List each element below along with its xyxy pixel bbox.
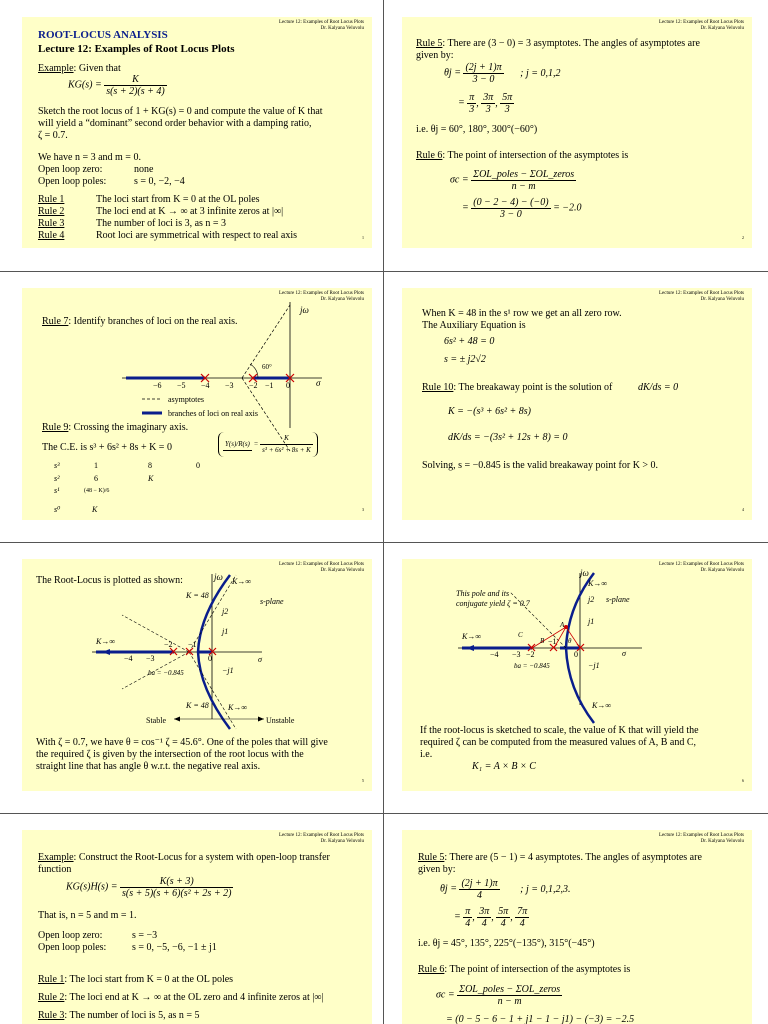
slide-5 [22, 559, 372, 791]
tick-label: −2 [526, 650, 535, 659]
ol-poles-value: s = 0, −2, −4 [134, 176, 185, 187]
sigma-value: = $\frac{(0 - 2 - 4) - (-0)}{3 - 0}$ = −2.0 [462, 197, 582, 220]
problem-line-1: Sketch the root locus of 1 + KG(s) = 0 and compute the value of K that [38, 106, 323, 117]
sigma-equation: σc = $\frac{\text{ΣOL\_poles − ΣOL\_zeros}}{n - m}$ [436, 984, 561, 1007]
sigma-value: = (0 − 5 − 6 − 1 + j1 − 1 − j1) − (−3) = −2.5 [446, 1014, 635, 1024]
k48-line: When K = 48 in the s¹ row we get an all zero row. [422, 308, 622, 319]
row-divider-1 [0, 271, 768, 272]
rule-4-text: Root loci are symmetrical with respect to real axis [96, 230, 298, 241]
page-number: 5 [362, 778, 364, 783]
breakaway-label: ba = −0.845 [148, 669, 184, 677]
routh-cell: (48 − K)/6 [84, 488, 110, 494]
routh-cell: 1 [94, 461, 98, 470]
ol-zero-value: none [134, 164, 154, 175]
ol-zero-label: Open loop zero: [38, 164, 103, 175]
routh-cell: K [148, 474, 154, 483]
ol-poles-value: s = 0, −5, −6, −1 ± j1 [132, 942, 217, 953]
example-line: Example: Construct the Root-Locus for a system with open-loop transfer [38, 852, 330, 863]
tick-label: −4 [490, 650, 499, 659]
rule-2-label: Rule 2 [38, 206, 65, 217]
tick-label: −3 [225, 381, 234, 390]
sigma-equation: σc = $\frac{\text{ΣOL\_poles − ΣOL\_zeros}}{n - m}$ [450, 169, 575, 192]
root-locus-measure-plot [402, 559, 752, 791]
k48-lower-label: K = 48 [186, 701, 209, 710]
rule-5-line-2: given by: [418, 864, 456, 875]
slide-6 [402, 559, 752, 791]
s-plane-label: s-plane [606, 595, 630, 604]
slide-header: Lecture 12: Examples of Root Locus Plots Dr. Kalyana Veluvolu [279, 20, 364, 31]
routh-cell: K [92, 505, 98, 514]
n-m-line: That is, n = 5 and m = 1. [38, 910, 137, 921]
unstable-label: Unstable [266, 716, 295, 725]
column-divider [383, 0, 384, 1024]
theta-degrees: i.e. θj = 45°, 135°, 225°(−135°), 315°(−45°) [418, 938, 595, 949]
j2-label: j2 [222, 607, 229, 616]
slide-4 [402, 288, 752, 520]
problem-line-2: will yield a “dominant” second order behavior with a damping ratio, [38, 118, 312, 129]
note-line-1: This pole and its [456, 589, 510, 598]
slide-header: Lecture 12: Examples of Root Locus Plots Dr. Kalyana Veluvolu [279, 833, 364, 844]
selected-pole [564, 625, 568, 629]
rootlocus-intro: The Root-Locus is plotted as shown: [36, 575, 183, 586]
theta-degrees: i.e. θj = 60°, 180°, 300°(−60°) [416, 124, 538, 135]
ol-poles-label: Open loop poles: [38, 176, 107, 187]
k48-upper-label: K = 48 [186, 591, 209, 600]
tick-label: −1 [548, 637, 557, 646]
measure-line-1: If the root-locus is sketched to scale, the value of K that will yield the [420, 725, 699, 736]
k-infinity-lower-label: K→∞ [592, 701, 612, 710]
dkds-condition: dK/ds = 0 [638, 382, 679, 393]
measure-line-3: i.e. [420, 749, 433, 760]
jw-label: jω [214, 572, 223, 582]
arrow-left [102, 649, 110, 655]
j1-label: j1 [588, 617, 595, 626]
theta-values: = $\frac{\pi}{4}$ , $\frac{3\pi}{4}$ , $\frac{5\pi}{4}$ , $\frac{7\pi}{4}$ [454, 906, 528, 929]
arrow-left [466, 645, 474, 651]
rule-5-line-2: given by: [416, 50, 454, 61]
breakaway-label: ba = −0.845 [514, 662, 550, 670]
note-line-2: conjugate yield ζ = 0.7 [456, 599, 530, 608]
k-infinity-label: K→∞ [588, 579, 608, 588]
rule-9-line: Rule 9: Crossing the imaginary axis. [42, 422, 189, 433]
rule-1-label: Rule 1 [38, 194, 65, 205]
page-number: 4 [742, 507, 744, 512]
slide-2 [402, 17, 752, 248]
rule-1-text: The loci start from K = 0 at the OL poles [96, 194, 260, 205]
example-line-2: function [38, 864, 72, 875]
page-number: 2 [742, 235, 744, 240]
k-infinity-lower-label: K→∞ [228, 703, 248, 712]
slide-1 [22, 17, 372, 248]
s-plane-label: s-plane [260, 597, 284, 606]
rule-1-line: Rule 1: The loci start from K = 0 at the OL poles [38, 974, 234, 985]
rule-3-line: Rule 3: The number of loci is 5, as n = 5 [38, 1010, 200, 1021]
theta-label: θ [568, 637, 572, 645]
rule-3-text: The number of loci is 3, as n = 3 [96, 218, 227, 229]
B-label: B [540, 637, 545, 645]
k-infinity-label: K→∞ [232, 577, 252, 586]
j1-label: j1 [222, 627, 229, 636]
rule-2-line: Rule 2: The loci end at K → ∞ at the OL zero and 4 infinite zeros at |∞| [38, 992, 324, 1003]
tick-label: −5 [177, 381, 186, 390]
slide-3 [22, 288, 372, 520]
tick-label: −3 [512, 650, 521, 659]
n-m-line: We have n = 3 and m = 0. [38, 152, 141, 163]
k-equation: K = −(s³ + 6s² + 8s) [448, 406, 531, 417]
theta-equation: θj = $\frac{(2j + 1)\pi}{4}$ ; j = 0,1,2,3. [440, 878, 571, 901]
char-equation: The C.E. is s³ + 6s² + 8s + K = 0 [42, 442, 172, 453]
C-label: C [518, 631, 523, 639]
slide-header: Lecture 12: Examples of Root Locus Plots Dr. Kalyana Veluvolu [279, 562, 364, 573]
ol-zero-label: Open loop zero: [38, 930, 103, 941]
rule-2-text: The loci end at K → ∞ at 3 infinite zeros at |∞| [96, 206, 284, 217]
zeta-line-upper [122, 615, 189, 652]
ol-zero-value: s = −3 [132, 930, 158, 941]
tick-label: −2 [249, 381, 258, 390]
slide-subtitle: Lecture 12: Examples of Root Locus Plots [38, 43, 235, 55]
aux-intro: The Auxiliary Equation is [422, 320, 526, 331]
tick-label: −6 [153, 381, 162, 390]
jw-label: jω [300, 305, 309, 315]
zeta-line-3: straight line that has angle θ w.r.t. the negative real axis. [36, 761, 261, 772]
page-number: 3 [362, 507, 364, 512]
row-divider-2 [0, 542, 768, 543]
sigma-label: σ [258, 655, 262, 664]
slide-header: Lecture 12: Examples of Root Locus Plots Dr. Kalyana Veluvolu [279, 291, 364, 302]
tick-label: −4 [201, 381, 210, 390]
tick-label: −1 [265, 381, 274, 390]
example-line: Example: Given that [38, 63, 121, 74]
tick-label: −3 [146, 654, 155, 663]
asymptote-lower [189, 652, 236, 729]
j2-label: j2 [588, 595, 595, 604]
slide-7 [22, 830, 372, 1024]
tick-label: 0 [286, 381, 290, 390]
aux-equation: 6s² + 48 = 0 [444, 336, 495, 347]
k-infinity-left-label: K→∞ [96, 637, 116, 646]
rule-10-line: Rule 10: The breakaway point is the solution of [422, 382, 613, 393]
tick-label: 0 [574, 650, 578, 659]
legend-branches: branches of loci on real axis [168, 409, 258, 418]
rule-3-label: Rule 3 [38, 218, 65, 229]
sigma-label: σ [622, 649, 626, 658]
A-label: A [560, 621, 565, 629]
slide-header: Lecture 12: Examples of Root Locus Plots Dr. Kalyana Veluvolu [659, 562, 744, 573]
k1-formula: K₁ = A × B × C [472, 761, 536, 772]
slide-8 [402, 830, 752, 1024]
page-number: 1 [362, 235, 364, 240]
slide-header: Lecture 12: Examples of Root Locus Plots Dr. Kalyana Veluvolu [659, 20, 744, 31]
theta-values: = $\frac{\pi}{3}$ , $\frac{3\pi}{3}$ , $\frac{5\pi}{3}$ [458, 92, 513, 115]
stable-label: Stable [146, 716, 166, 725]
dk-equation: dK/ds = −(3s² + 12s + 8) = 0 [448, 432, 568, 443]
routh-row-label: s⁰ [54, 505, 61, 514]
rule-5-line: Rule 5: There are (3 − 0) = 3 asymptotes. The angles of asymptotes are [416, 38, 700, 49]
page-number: 6 [742, 778, 744, 783]
tick-label: 0 [208, 654, 212, 663]
routh-cell: 6 [94, 474, 98, 483]
k-infinity-left-label: K→∞ [462, 632, 482, 641]
tick-label: −4 [124, 654, 133, 663]
routh-row-label: s² [54, 474, 60, 483]
angle-label: 60° [262, 363, 272, 371]
minus-j1-label: −j1 [588, 661, 600, 670]
aux-roots: s = ± j2√2 [444, 354, 486, 365]
measure-line-2: required ζ can be computed from the measured values of A, B and C, [420, 737, 697, 748]
tick-label: −2 [164, 640, 173, 649]
rule-4-label: Rule 4 [38, 230, 65, 241]
slide-title: ROOT-LOCUS ANALYSIS [38, 29, 168, 41]
legend-asymptotes: asymptotes [168, 395, 204, 404]
theta-equation: θj = $\frac{(2j + 1)\pi}{3 - 0}$ ; j = 0,1,2 [444, 62, 561, 85]
kg-equation: KG(s) = $\frac{K}{s(s + 2)(s + 4)}$ [68, 74, 165, 97]
rule-7-line: Rule 7: Identify branches of loci on the real axis. [42, 316, 238, 327]
slide-header: Lecture 12: Examples of Root Locus Plots Dr. Kalyana Veluvolu [659, 833, 744, 844]
zeta-line-2: the required ζ is given by the intersection of the root locus with the [36, 749, 304, 760]
rule-5-line: Rule 5: There are (5 − 1) = 4 asymptotes. The angles of asymptotes are [418, 852, 702, 863]
minus-j1-label: −j1 [222, 666, 234, 675]
slide-header: Lecture 12: Examples of Root Locus Plots Dr. Kalyana Veluvolu [659, 291, 744, 302]
tick-label: −1 [188, 640, 197, 649]
closed-loop-tf: Y(s)/R(s) = $\frac{K}{\text{s³ + 6s² + 8s + K}}$ [218, 432, 318, 457]
zeta-line-1: With ζ = 0.7, we have θ = cos⁻¹ ζ = 45.6°. One of the poles that will give [36, 737, 328, 748]
jw-label: jω [580, 568, 589, 578]
routh-cell: 8 [148, 461, 152, 470]
breakaway-solution: Solving, s = −0.845 is the valid breakaway point for K > 0. [422, 460, 659, 471]
ol-poles-label: Open loop poles: [38, 942, 107, 953]
routh-row-label: s¹ [54, 486, 60, 495]
rule-6-line: Rule 6: The point of intersection of the asymptotes is [418, 964, 631, 975]
row-divider-3 [0, 813, 768, 814]
routh-row-label: s³ [54, 461, 60, 470]
rule-6-line: Rule 6: The point of intersection of the asymptotes is [416, 150, 629, 161]
routh-cell: 0 [196, 461, 200, 470]
locus-branch-lower [198, 652, 230, 729]
sigma-label: σ [316, 378, 321, 388]
ghs-equation: KG(s)H(s) = $\frac{K(s + 3)}{\text{s(s + 5)(s + 6)(s² + 2s + 2)}}$ [66, 876, 232, 899]
problem-line-3: ζ = 0.7. [38, 130, 68, 141]
